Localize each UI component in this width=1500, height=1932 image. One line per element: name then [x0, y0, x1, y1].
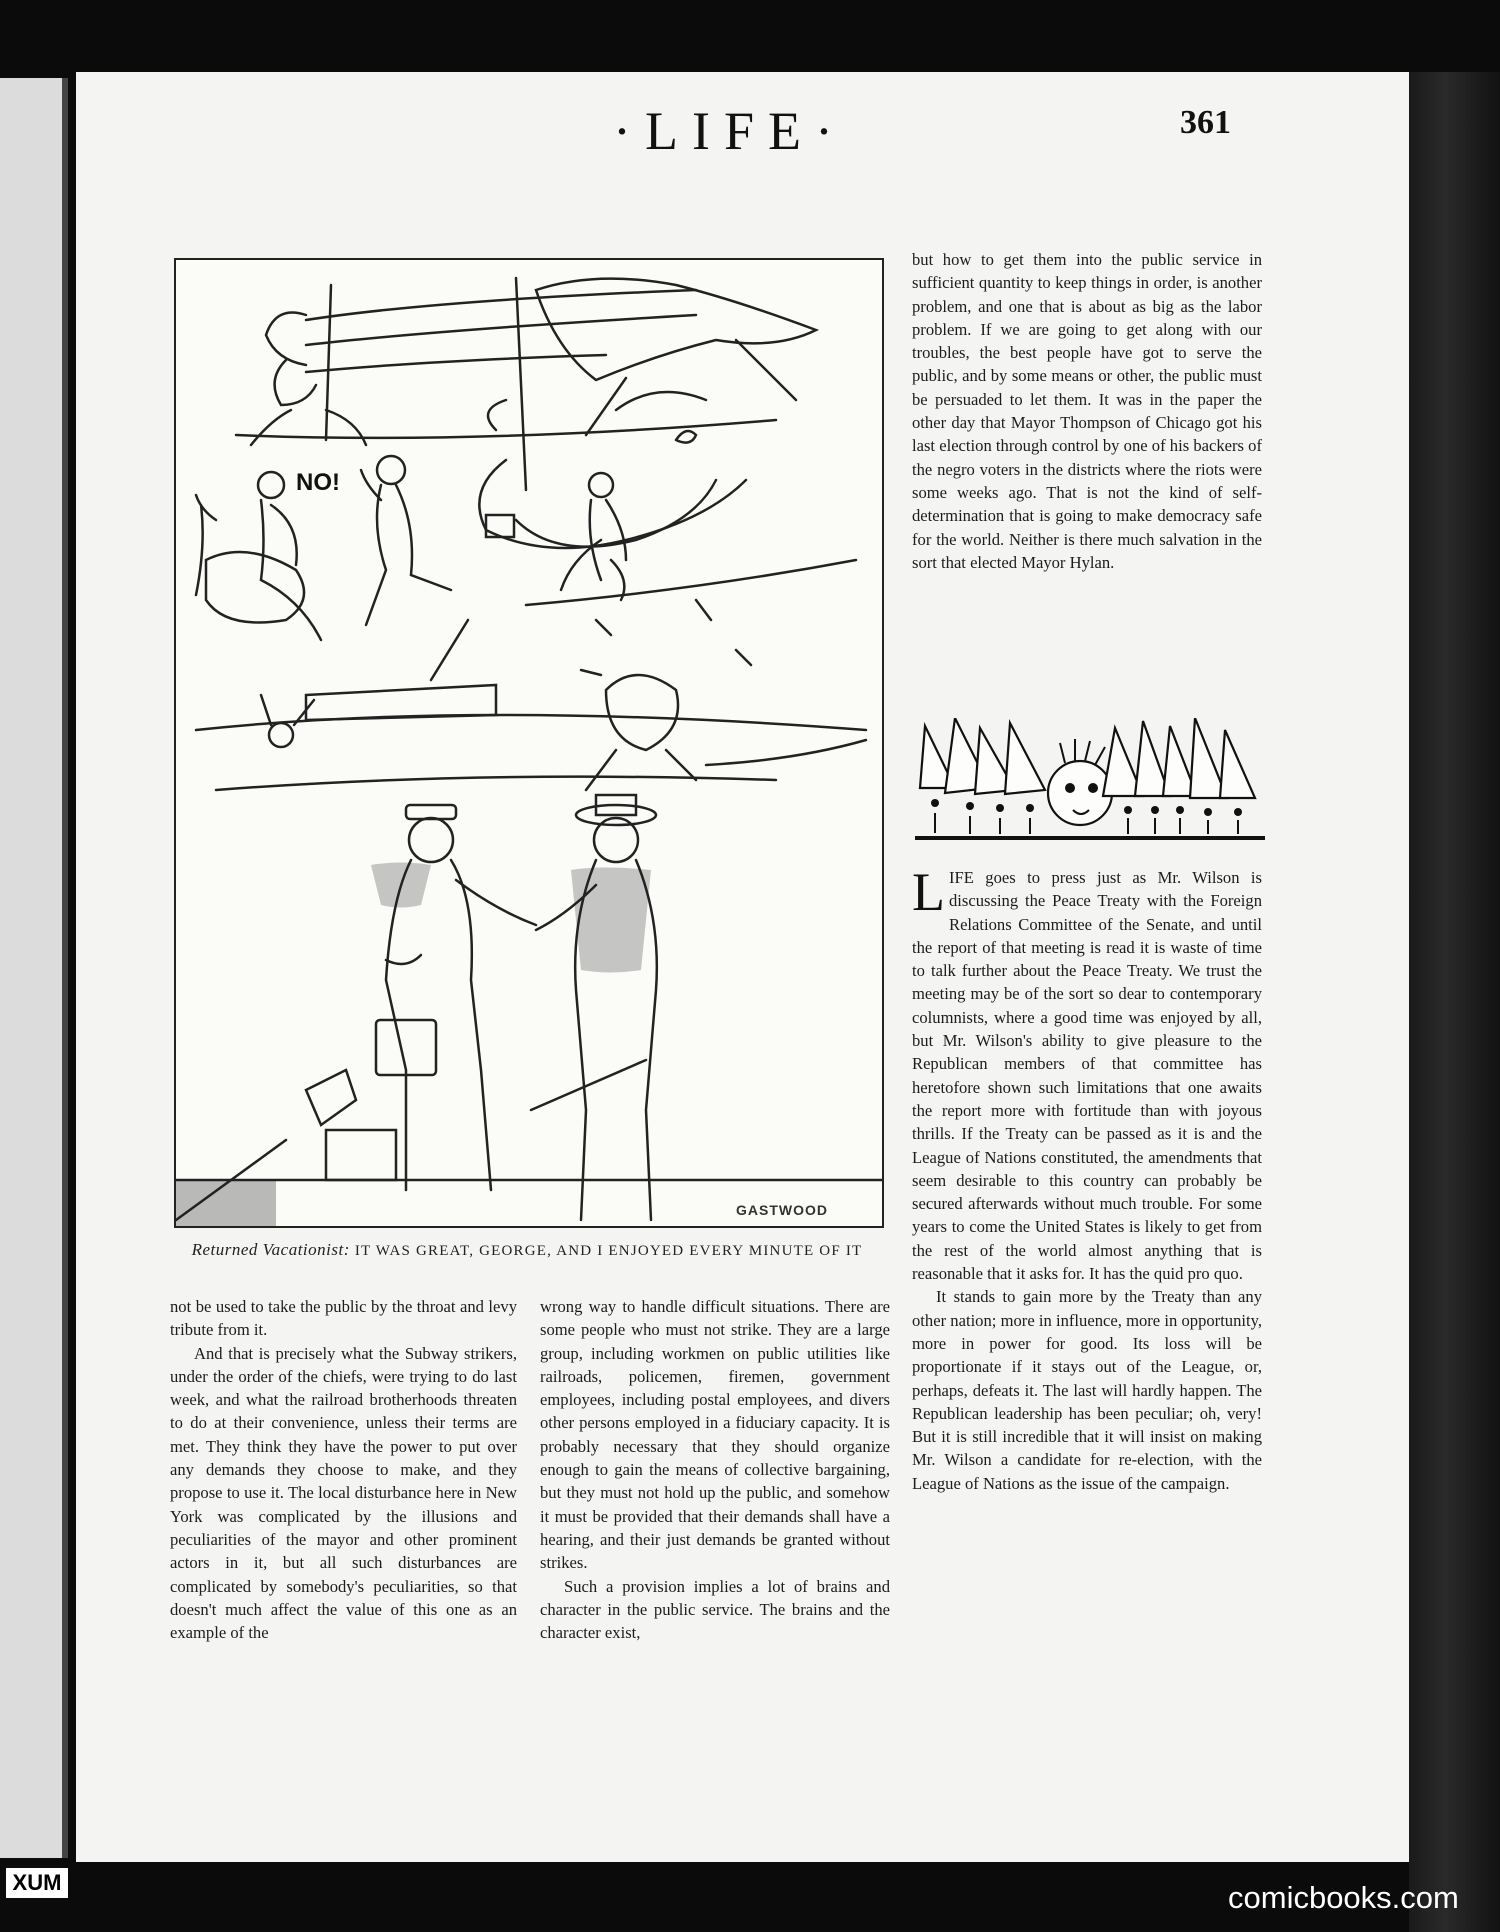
paragraph: not be used to take the public by the throat and levy tribute from it.	[170, 1297, 517, 1340]
cartoon-illustration	[174, 258, 884, 1228]
paragraph: Such a provision implies a lot of brains and character in the public service. The brains and the character exist,	[540, 1576, 890, 1643]
handshake-scene	[176, 795, 882, 1220]
cartoon-caption	[174, 1240, 880, 1261]
previous-page-edge	[0, 78, 68, 1858]
article-column-middle	[540, 1295, 890, 1644]
paragraph: And that is precisely what the Subway strikers, under the order of the chiefs, were trying to do last week, and what the railroad brotherhoods threaten to do at their convenience, unless their terms are met. They think they have the power to put over any demands they choose to make, and they propose to use it. The local disturbance here in New York was complicated by the illusions and peculiarities of the mayor and other prominent actors in it, but all such disturbances are complicated by somebody's peculiarities, so that doesn't much affect the value of this one as an example of the	[170, 1343, 517, 1643]
paragraph: It stands to gain more by the Treaty than any other nation; more in influence, more in opportunity, more in power for good. Its loss will be proportionate if it stays out of the League, or, perhaps, defeats it. The last will hardly happen. The Republican leadership has been peculiar; oh, very! But it is still incredible that it will insist on making Mr. Wilson a candidate for re-election, with the League of Nations as the issue of the campaign.	[912, 1287, 1262, 1493]
page-number: 361	[1180, 104, 1231, 141]
caption-text: IT WAS GREAT, GEORGE, AND I ENJOYED EVERY MINUTE OF IT	[354, 1243, 863, 1259]
paragraph: wrong way to handle difficult situations. There are some people who must not strike. They are a large group, including workmen on public utilities like railroads, policemen, firemen, government employees, including postal employees, and divers other persons employed in a fiduciary capacity. It is probably necessary that they should organize enough to gain the means of collective bargaining, but they must not hold up the public, and somehow it must be provided that their demands shall have a hearing, and their just demands be granted without strikes.	[540, 1297, 890, 1573]
page-shadow	[1409, 72, 1500, 1932]
no-label: NO!	[296, 469, 340, 496]
paragraph: IFE goes to press just as Mr. Wilson is discussing the Peace Treaty with the Foreign Relations Committee of the Senate, and until the report of that meeting is read it is waste of time to talk further about the Peace Treaty. We trust the meeting may be of the sort so dear to contemporary columnists, where a good time was enjoyed by all, but Mr. Wilson's ability to give pleasure to the Republican members of that committee has heretofore shown such limitations that one awaits the report more with fortitude than with joyous thrills. If the Treaty can be passed as it is and the League of Nations constituted, the amendments that seem desirable to this country can probably be secured afterwards without much trouble. For some years to come the United States is likely to get from the rest of the world almost anything that is reasonable that it asks for. It has the quid pro quo.	[912, 868, 1262, 1284]
source-label: XUM	[6, 1868, 68, 1898]
paragraph: but how to get them into the public service in sufficient quantity to keep things in order, is another problem, and one that is about as big as the labor problem. If we are going to get along with our troubles, the best people have got to serve the public, and by some means or other, the public must be persuaded to let them. It was in the paper the other day that Mayor Thompson of Chicago got his last election through control by one of his backers of the negro voters in the districts where the riots were some weeks ago. That is not the kind of self-determination that is going to make democracy safe for the world. Neither is there much salvation in the sort that elected Mayor Hylan.	[912, 250, 1262, 572]
drop-cap: L	[912, 862, 945, 922]
fence-and-cow-scene	[236, 278, 816, 490]
lasso-scene	[479, 392, 856, 605]
magazine-title: ·LIFE·	[613, 101, 847, 161]
article-column-left	[170, 1295, 517, 1644]
article-column-right-bottom	[912, 862, 1262, 1495]
hooded-figures-illustration	[915, 718, 1265, 850]
caption-speaker: Returned Vacationist:	[191, 1240, 350, 1259]
article-column-right-top	[912, 248, 1262, 574]
site-watermark: comicbooks.com	[1228, 1880, 1459, 1915]
lake-scene	[196, 600, 866, 790]
svg-text:GASTWOOD: GASTWOOD	[736, 1202, 828, 1218]
